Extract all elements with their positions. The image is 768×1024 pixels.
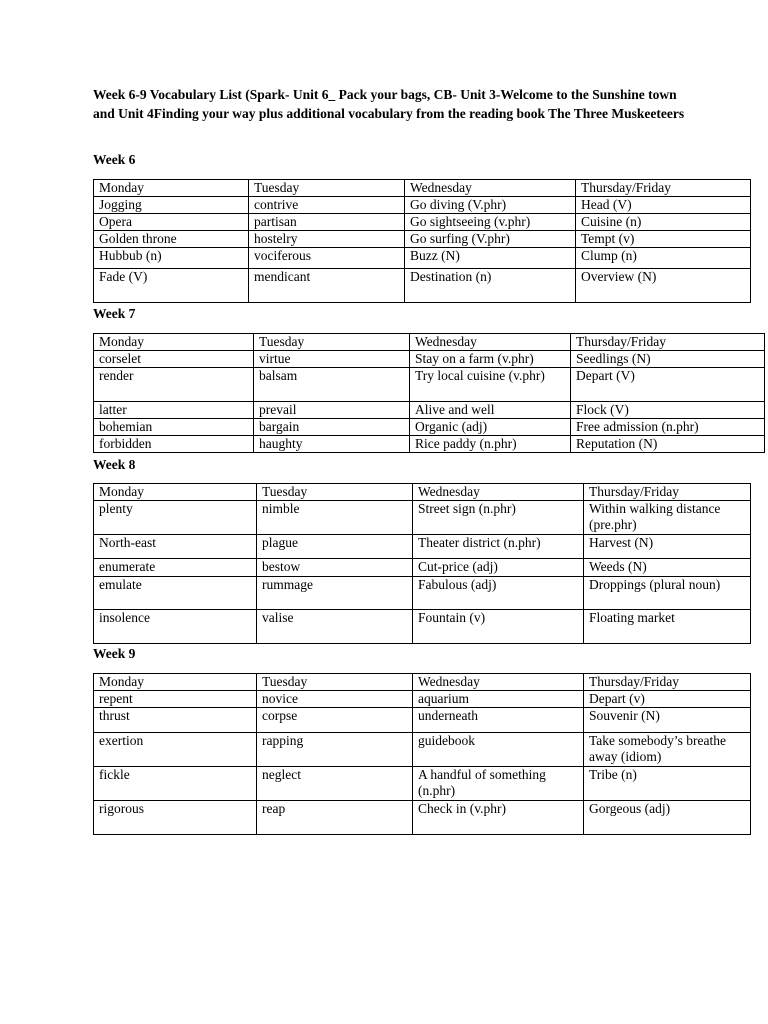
table-cell: Floating market <box>584 610 751 644</box>
table-cell: Tribe (n) <box>584 767 751 801</box>
table-cell: neglect <box>257 767 413 801</box>
column-header: Wednesday <box>413 674 584 691</box>
table-cell: bohemian <box>94 419 254 436</box>
table-cell: Try local cuisine (v.phr) <box>410 368 571 402</box>
column-header: Thursday/Friday <box>584 484 751 501</box>
table-row <box>94 767 751 801</box>
table-row <box>94 559 751 577</box>
table-cell: guidebook <box>413 733 584 767</box>
table-cell: Opera <box>94 214 249 231</box>
table-cell: Go diving (V.phr) <box>405 197 576 214</box>
table-cell: forbidden <box>94 436 254 453</box>
table-cell: corpse <box>257 708 413 733</box>
table-cell: Check in (v.phr) <box>413 801 584 835</box>
table-cell: Reputation (N) <box>571 436 765 453</box>
table-cell: Cuisine (n) <box>576 214 751 231</box>
table-cell: haughty <box>254 436 410 453</box>
week-9-heading: Week 9 <box>93 646 136 661</box>
table-row <box>94 708 751 733</box>
table-cell: Hubbub (n) <box>94 248 249 269</box>
table-cell: Head (V) <box>576 197 751 214</box>
table-cell: Weeds (N) <box>584 559 751 577</box>
table-cell: Fabulous (adj) <box>413 577 584 610</box>
table-cell: Tempt (v) <box>576 231 751 248</box>
table-cell: virtue <box>254 351 410 368</box>
table-cell: prevail <box>254 402 410 419</box>
column-header: Wednesday <box>410 334 571 351</box>
column-header: Thursday/Friday <box>576 180 751 197</box>
table-cell: Overview (N) <box>576 269 751 303</box>
table-row <box>94 269 751 303</box>
table-row <box>94 197 751 214</box>
table-row <box>94 248 751 269</box>
table-row <box>94 419 765 436</box>
table-header-row <box>94 180 751 197</box>
column-header: Monday <box>94 484 257 501</box>
table-cell: Depart (V) <box>571 368 765 402</box>
table-cell: enumerate <box>94 559 257 577</box>
column-header: Wednesday <box>413 484 584 501</box>
table-row <box>94 691 751 708</box>
table-cell: Take somebody’s breathe away (idiom) <box>584 733 751 767</box>
column-header: Monday <box>94 674 257 691</box>
week-6-table <box>93 179 751 303</box>
table-row <box>94 733 751 767</box>
table-row <box>94 501 751 535</box>
table-cell: Cut-price (adj) <box>413 559 584 577</box>
table-cell: plenty <box>94 501 257 535</box>
table-row <box>94 535 751 559</box>
table-cell: exertion <box>94 733 257 767</box>
table-cell: reap <box>257 801 413 835</box>
week-7-table <box>93 333 765 453</box>
table-cell: bargain <box>254 419 410 436</box>
table-cell: emulate <box>94 577 257 610</box>
table-cell: plague <box>257 535 413 559</box>
week-7-heading: Week 7 <box>93 306 136 321</box>
table-cell: underneath <box>413 708 584 733</box>
table-cell: Free admission (n.phr) <box>571 419 765 436</box>
table-cell: Rice paddy (n.phr) <box>410 436 571 453</box>
table-cell: balsam <box>254 368 410 402</box>
table-cell: Seedlings (N) <box>571 351 765 368</box>
table-cell: Flock (V) <box>571 402 765 419</box>
table-header-row <box>94 334 765 351</box>
table-cell: Depart (v) <box>584 691 751 708</box>
table-cell: North-east <box>94 535 257 559</box>
table-header-row <box>94 674 751 691</box>
table-cell: insolence <box>94 610 257 644</box>
column-header: Thursday/Friday <box>584 674 751 691</box>
table-row <box>94 577 751 610</box>
table-row <box>94 368 765 402</box>
table-cell: novice <box>257 691 413 708</box>
column-header: Monday <box>94 180 249 197</box>
table-cell: Go surfing (V.phr) <box>405 231 576 248</box>
table-cell: render <box>94 368 254 402</box>
table-row <box>94 610 751 644</box>
week-8-heading: Week 8 <box>93 457 136 472</box>
table-cell: aquarium <box>413 691 584 708</box>
table-cell: Destination (n) <box>405 269 576 303</box>
table-header-row <box>94 484 751 501</box>
table-cell: Fountain (v) <box>413 610 584 644</box>
column-header: Thursday/Friday <box>571 334 765 351</box>
table-cell: Jogging <box>94 197 249 214</box>
table-cell: partisan <box>249 214 405 231</box>
table-row <box>94 351 765 368</box>
table-cell: Within walking distance (pre.phr) <box>584 501 751 535</box>
table-cell: contrive <box>249 197 405 214</box>
table-cell: Stay on a farm (v.phr) <box>410 351 571 368</box>
table-cell: Golden throne <box>94 231 249 248</box>
table-cell: valise <box>257 610 413 644</box>
table-cell: repent <box>94 691 257 708</box>
table-cell: mendicant <box>249 269 405 303</box>
table-cell: Harvest (N) <box>584 535 751 559</box>
table-cell: vociferous <box>249 248 405 269</box>
table-row <box>94 436 765 453</box>
column-header: Tuesday <box>254 334 410 351</box>
table-cell: rummage <box>257 577 413 610</box>
column-header: Wednesday <box>405 180 576 197</box>
table-cell: Theater district (n.phr) <box>413 535 584 559</box>
week-8-table <box>93 483 751 644</box>
week-6-heading: Week 6 <box>93 152 136 167</box>
table-cell: Clump (n) <box>576 248 751 269</box>
table-cell: bestow <box>257 559 413 577</box>
document-title: Week 6-9 Vocabulary List (Spark- Unit 6_ Pack your bags, CB- Unit 3-Welcome to the Sunshine town and Unit 4Finding your way plus additional vocabulary from the reading book The Three Muskeeteers <box>93 87 685 121</box>
table-cell: fickle <box>94 767 257 801</box>
table-cell: Souvenir (N) <box>584 708 751 733</box>
table-row <box>94 801 751 835</box>
column-header: Monday <box>94 334 254 351</box>
table-cell: Go sightseeing (v.phr) <box>405 214 576 231</box>
table-cell: A handful of something (n.phr) <box>413 767 584 801</box>
table-cell: thrust <box>94 708 257 733</box>
table-row <box>94 214 751 231</box>
table-cell: Organic (adj) <box>410 419 571 436</box>
table-cell: rigorous <box>94 801 257 835</box>
table-cell: hostelry <box>249 231 405 248</box>
table-cell: latter <box>94 402 254 419</box>
table-cell: rapping <box>257 733 413 767</box>
table-cell: Street sign (n.phr) <box>413 501 584 535</box>
table-cell: nimble <box>257 501 413 535</box>
table-cell: Fade (V) <box>94 269 249 303</box>
table-row <box>94 402 765 419</box>
column-header: Tuesday <box>257 484 413 501</box>
table-cell: Alive and well <box>410 402 571 419</box>
table-row <box>94 231 751 248</box>
table-cell: corselet <box>94 351 254 368</box>
table-cell: Gorgeous (adj) <box>584 801 751 835</box>
table-cell: Droppings (plural noun) <box>584 577 751 610</box>
column-header: Tuesday <box>257 674 413 691</box>
column-header: Tuesday <box>249 180 405 197</box>
table-cell: Buzz (N) <box>405 248 576 269</box>
week-9-table <box>93 673 751 835</box>
